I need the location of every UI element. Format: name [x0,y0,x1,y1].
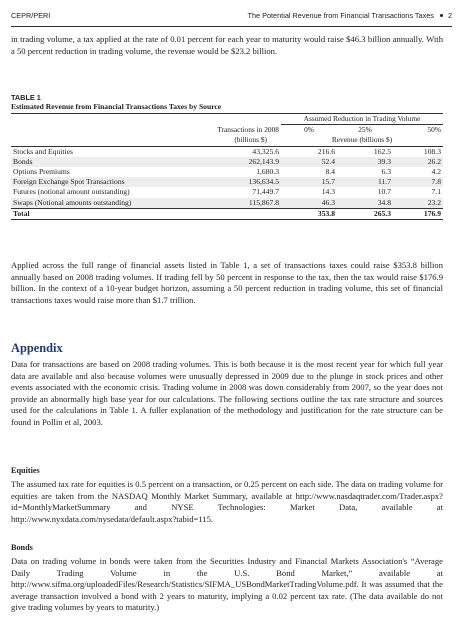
bonds-heading: Bonds [11,543,33,552]
row-label: Options Premiums [13,167,70,177]
appendix-heading: Appendix [11,341,63,355]
row-r0: 52.4 [281,157,337,167]
revenue-header: Revenue (billions $) [281,135,443,146]
header-rule [11,26,452,27]
table-header-row-1 [11,114,443,125]
row-r0: 46.3 [281,198,337,209]
table-header-row-3 [11,135,443,146]
header-publisher: CEPR/PERI [11,11,51,20]
row-r0: 15.7 [281,177,337,187]
row-label: Stocks and Equities [11,146,175,157]
col-50-header: 50% [427,125,441,135]
row-transactions: 71,449.7 [252,187,279,197]
table-row [11,177,443,187]
header-title: The Potential Revenue from Financial Transactions Taxes [247,11,434,20]
row-r0: 216.6 [281,146,337,157]
row-label: Bonds [11,157,175,167]
total-r25: 265.3 [337,208,393,219]
table-total-row [11,208,443,219]
row-r25: 11.7 [337,177,393,187]
row-transactions: 136,634.5 [175,177,281,187]
table-row [11,167,443,177]
row-transactions: 43,325.6 [175,146,281,157]
row-transactions: 262,143.9 [175,157,281,167]
intro-paragraph: in trading volume, a tax applied at the rate of 0.01 percent for each year to maturity would raise $46.3 billion annually. With a 50 percent reduction in trading volume, the revenue would be $23.2 billion. [11,34,443,56]
equities-heading: Equities [11,466,40,475]
col-25-header: 25% [358,125,372,135]
intro-block [11,34,443,57]
total-label: Total [11,208,175,219]
bonds-section [11,542,443,614]
table-label: TABLE 1 [11,93,41,102]
running-header [11,11,452,23]
col-transactions-header: Transactions in 2008 [217,124,279,134]
appendix-paragraph: Data for transactions are based on 2008 trading volumes. This is both because it is the most recent year for which full year data are available and also because volumes were unusually depressed in 2009 due to the plunge in stock prices and other events associated with the economic crisis. Trading volume in 2008 was down considerably from 2007, so the year does not provide an abnormally high base year for our calculations. The following sections outline the tax rate structure and sources used for the calculations in Table 1. A fuller explanation of the methodology and justification for the rate structure can be found in Pollin et al, 2003. [11,359,443,427]
row-r25: 39.3 [337,157,393,167]
row-r50: 4.2 [431,167,441,177]
page-number: 2 [447,11,452,20]
table-row [11,198,443,209]
table-row [11,187,443,197]
table-row [11,157,443,167]
row-r50: 108.3 [393,146,443,157]
col-0-header: 0% [304,125,314,135]
row-r25: 6.3 [381,167,391,177]
header-right [248,11,453,20]
total-transactions [175,208,281,219]
row-r0: 8.4 [325,167,335,177]
table-row [11,146,443,157]
summary-block [11,260,443,306]
equities-paragraph: The assumed tax rate for equities is 0.5 percent on a transaction, or 0.25 percent on each side. The data on trading volume for equities are taken from the NASDAQ Monthly Market Summary, available at http://www.nasdaqtrader.com/Trader.aspx?id=MonthlyMarketSummary and NYSE Technologies: Market Data, available at http://www.nyxdata.com/nysedata/default.aspx?tabid=115. [11,479,443,524]
row-r50: 7.1 [431,187,441,197]
table-title: Estimated Revenue from Financial Transactions Taxes by Source [11,102,222,111]
row-label: Foreign Exchange Spot Transactions [11,177,175,187]
row-r0: 14.3 [321,187,335,197]
row-r25: 162.5 [337,146,393,157]
row-transactions: 115,867.8 [175,198,281,209]
row-transactions: 1,680.3 [256,167,279,177]
group-header: Assumed Reduction in Trading Volume [281,114,443,125]
row-label: Swaps (Notional amounts outstanding) [11,198,175,209]
row-label: Futures (notional amount outstanding) [13,187,130,197]
revenue-table [11,113,443,220]
bonds-paragraph: Data on trading volume in bonds were taken from the Securities Industry and Financial Markets Association's “Average Daily Trading Volume in the U.S. Bond Market,” available at http://www.sifma.org/uploadedFiles/Research/Statistics/SIFMA_USBondMarketTradingVolume.pdf. It was assumed that the average transaction involved a bond with 2 years to maturity, implying a 0.02 percent tax rate. (The data available do not give trading volumes by years to maturity.) [11,556,443,612]
bullet-icon [440,14,443,17]
total-r50: 176.9 [393,208,443,219]
total-r0: 353.8 [281,208,337,219]
table-header-row-2 [11,125,443,136]
row-r50: 26.2 [393,157,443,167]
summary-paragraph: Applied across the full range of financial assets listed in Table 1, a set of transactions taxes could raise $353.8 billion annually based on 2008 trading volumes. If trading fell by 50 percent in response to the tax, then the tax would raise $176.9 billion. In the context of a 10-year budget horizon, assuming a 50 percent reduction in trading volume, this set of financial transactions taxes would raise more than $1.7 trillion. [11,260,443,305]
col-transactions-unit: (billions $) [234,135,267,145]
row-r50: 7.8 [393,177,443,187]
equities-section [11,465,443,525]
row-r25: 10.7 [377,187,391,197]
table-block [11,93,443,220]
row-r50: 23.2 [393,198,443,209]
row-r25: 34.8 [337,198,393,209]
appendix-section [11,341,443,428]
